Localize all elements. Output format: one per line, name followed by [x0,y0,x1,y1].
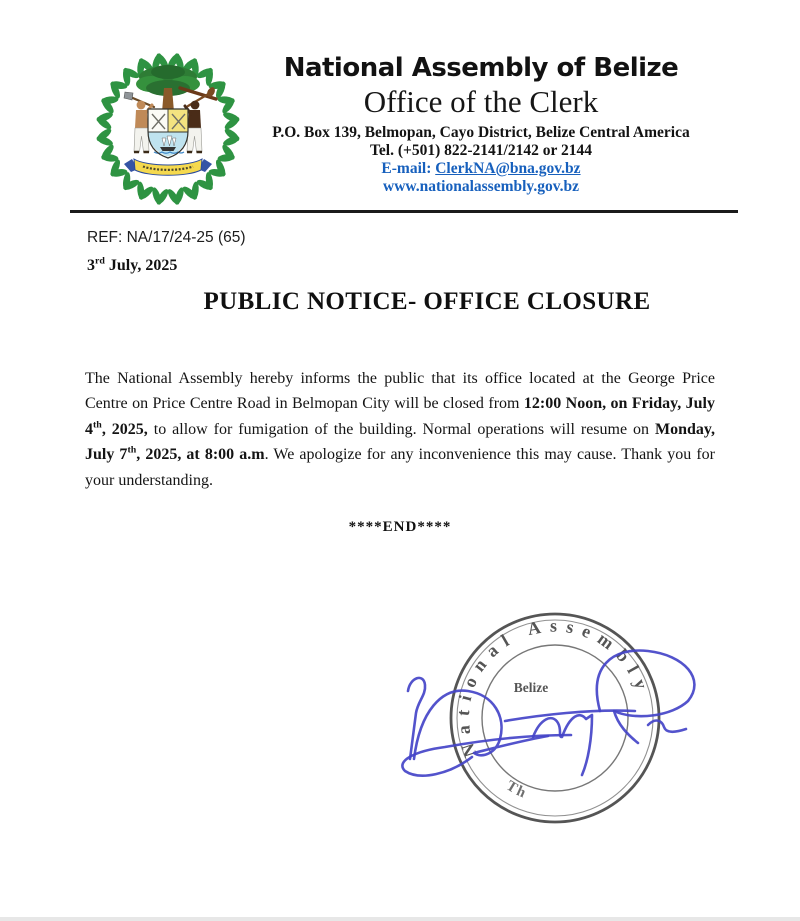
email-line [238,160,724,178]
address-line: P.O. Box 139, Belmopan, Cayo District, Belize Central America [272,124,690,141]
shield [148,109,188,158]
email-label: E-mail: [381,160,436,177]
belize-coat-of-arms-icon [92,44,244,214]
notice-date: 3rd July, 2025 [87,255,178,274]
notice-body: The National Assembly hereby informs the public that its office located at the George Price Centre on Price Centre Road in Belmopan City will be closed from 12:00 Noon, on Friday, July 4th, 2025, to allow for fumigation of the building. Normal operations will resume on Monday, July 7th, 2025, at 8:00 a.m. We apologize for any inconvenience this may cause. Thank you for your understanding. [85,370,716,489]
svg-text:Belize: Belize [513,680,549,695]
svg-text:National Assembly: National Assembly [452,615,655,760]
ref-number: REF: NA/17/24-25 (65) [87,229,246,246]
end-marker: ****END**** [348,519,452,535]
org-name: National Assembly of Belize [283,53,679,83]
scan-edge [0,917,800,921]
notice-title: PUBLIC NOTICE- OFFICE CLOSURE [203,288,651,315]
svg-text:Th: Th [503,777,530,803]
motto-banner [124,159,212,175]
website-link[interactable]: www.nationalassembly.gov.bz [383,178,579,195]
email-link[interactable]: ClerkNA@bna.gov.bz [435,160,581,177]
tel-line: Tel. (+501) 822-2141/2142 or 2144 [370,142,592,159]
office-name: Office of the Clerk [363,84,599,119]
stamp-and-signature [378,594,762,844]
header-divider [70,210,738,213]
